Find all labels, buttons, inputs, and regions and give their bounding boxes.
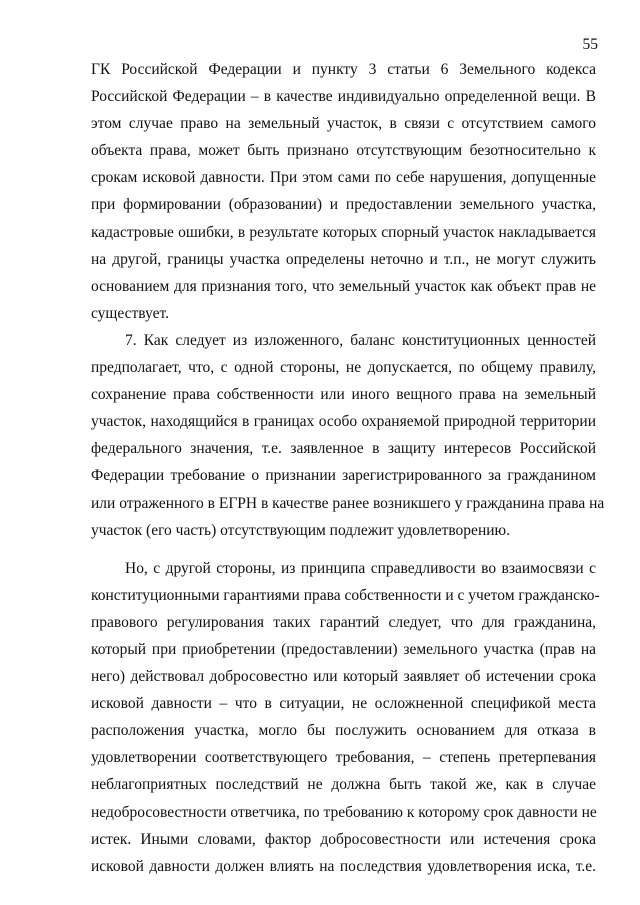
text-line: этом случае право на земельный участок, в связи с отсутствием самого	[91, 115, 596, 133]
text-line: объекта права, может быть признано отсутствующим безотносительно к	[91, 142, 596, 160]
text-line: федерального значения, т.е. заявленное в защиту интересов Российской	[91, 440, 596, 458]
text-line: недобросовестности ответчика, по требованию к которому срок давности не	[91, 803, 597, 821]
text-line: исковой давности должен влиять на последствия удовлетворения иска, т.е.	[91, 857, 596, 875]
text-line: основанием для признания того, что земельный участок как объект прав не	[91, 277, 596, 295]
text-line: Но, с другой стороны, из принципа справедливости во взаимосвязи с	[125, 559, 596, 577]
text-line: или отраженного в ЕГРН в качестве ранее возникшего у гражданина права на	[91, 494, 605, 512]
paragraph-1	[91, 56, 596, 327]
text-line: который при приобретении (предоставлении) земельного участка (прав на	[91, 640, 596, 658]
text-line: конституционными гарантиями права собственности и с учетом гражданско-	[91, 586, 600, 604]
text-line: срокам исковой давности. При этом сами по себе нарушения, допущенные	[91, 169, 596, 187]
text-line: участок (его часть) отсутствующим подлежит удовлетворению.	[91, 521, 510, 539]
text-line: на другой, границы участка определены неточно и т.п., не могут служить	[91, 250, 596, 268]
text-line: Федерации требование о признании зарегистрированного за гражданином	[91, 467, 596, 485]
text-line: кадастровые ошибки, в результате которых спорный участок накладывается	[91, 223, 596, 241]
text-line: ГК Российской Федерации и пункту 3 статьи 6 Земельного кодекса	[91, 61, 596, 78]
text-line: участок, находящийся в границах особо охраняемой природной территории	[91, 413, 596, 431]
paragraph-2	[91, 327, 605, 544]
document-body	[91, 56, 605, 880]
text-line: существует.	[91, 304, 169, 322]
text-line: 7. Как следует из изложенного, баланс конституционных ценностей	[125, 331, 596, 349]
text-line: неблагоприятных последствий не должна быть такой же, как в случае	[91, 776, 596, 794]
text-line: удовлетворении соответствующего требования, – степень претерпевания	[91, 749, 596, 767]
text-line: Российской Федерации – в качестве индивидуально определенной вещи. В	[91, 88, 596, 106]
text-line: исковой давности – что в ситуации, не осложненной спецификой места	[91, 695, 596, 713]
text-line: правового регулирования таких гарантий следует, что для гражданина,	[91, 613, 596, 631]
text-line: при формировании (образовании) и предоставлении земельного участка,	[91, 196, 596, 214]
text-line: истек. Иными словами, фактор добросовестности или истечения срока	[91, 830, 596, 848]
text-line: сохранение права собственности или иного вещного права на земельный	[91, 386, 596, 404]
paragraph-spacing	[91, 544, 596, 555]
paragraph-3	[91, 555, 600, 880]
page-number: 55	[582, 36, 598, 53]
text-line: расположения участка, могло бы послужить основанием для отказа в	[91, 722, 596, 740]
text-line: него) действовал добросовестно или который заявляет об истечении срока	[91, 668, 596, 686]
text-line: предполагает, что, с одной стороны, не допускается, по общему правилу,	[91, 359, 596, 377]
